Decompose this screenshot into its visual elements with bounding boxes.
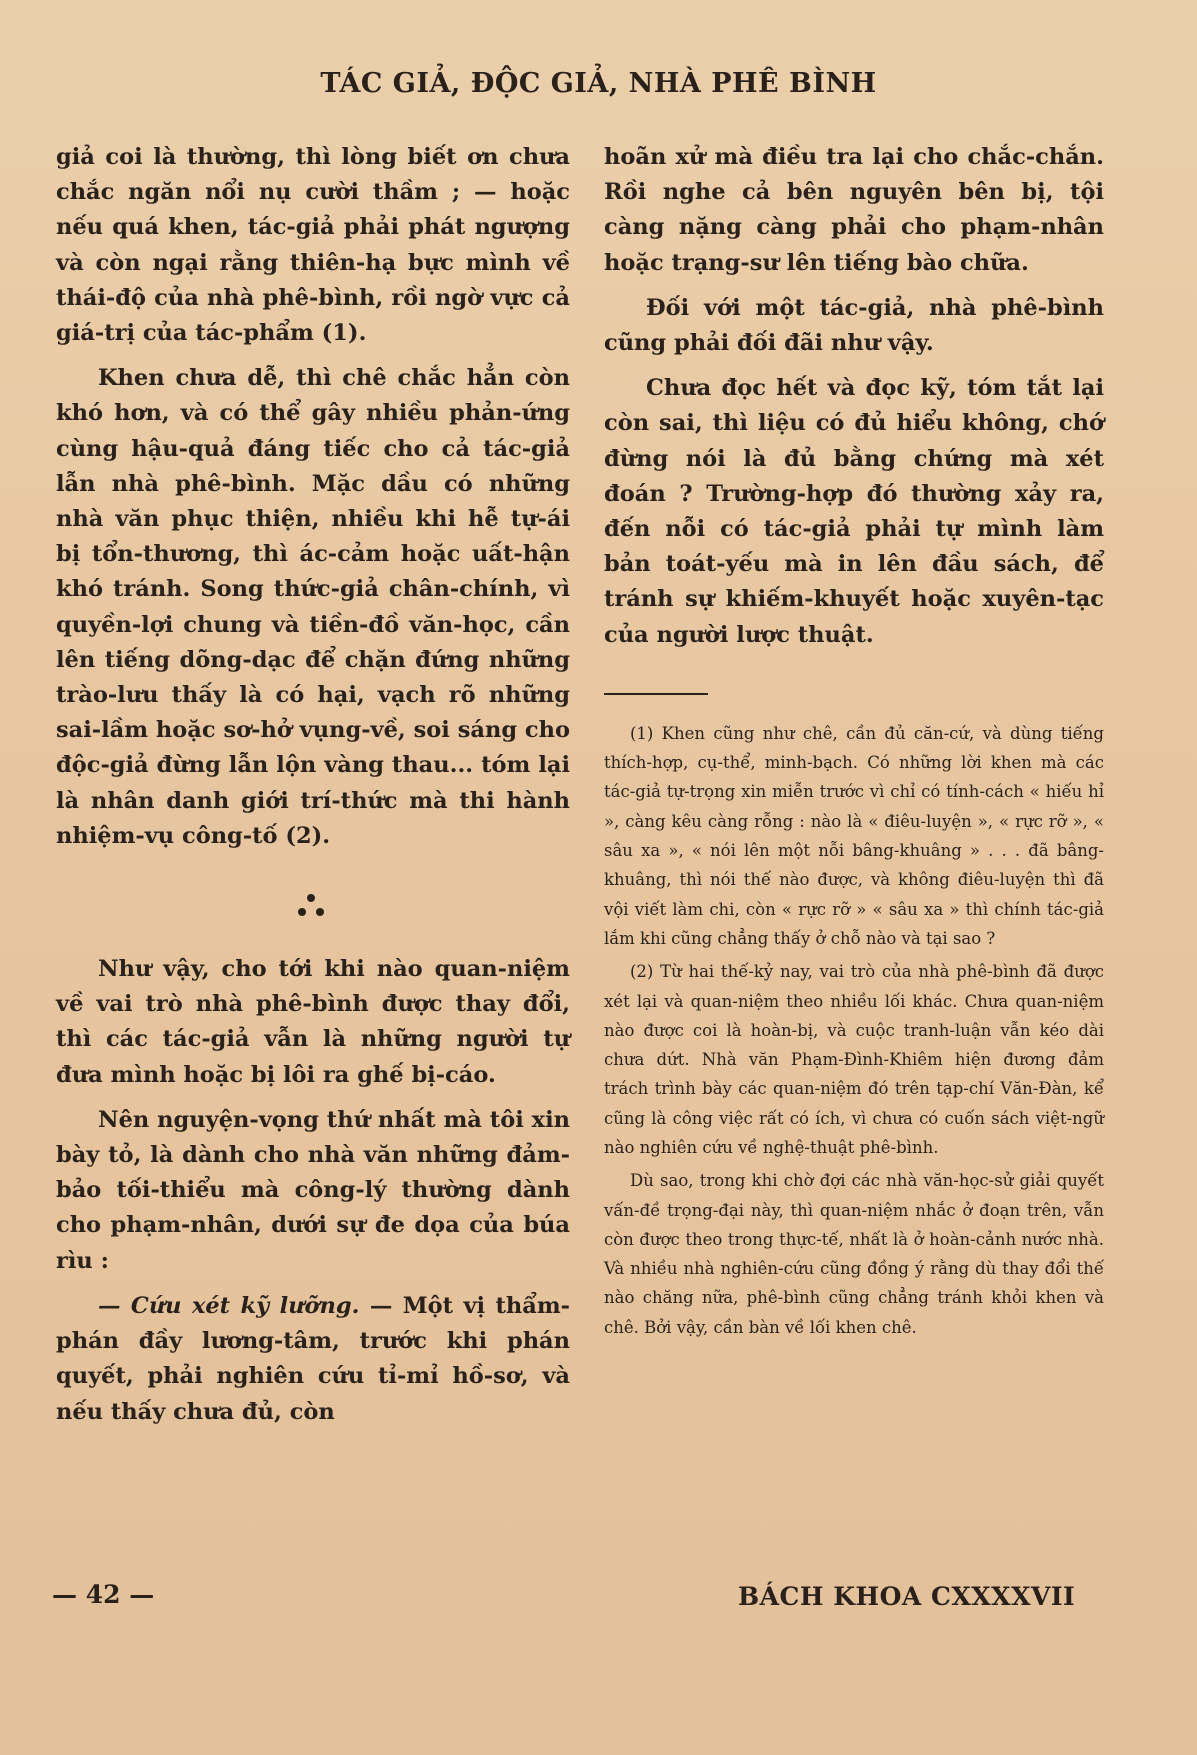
running-head: TÁC GIẢ, ĐỘC GIẢ, NHÀ PHÊ BÌNH xyxy=(320,68,877,99)
paragraph: Đối với một tác-giả, nhà phê-bình cũng phải đối đãi như vậy. xyxy=(604,294,1104,357)
paragraph xyxy=(56,1289,570,1430)
paragraph: Nên nguyện-vọng thứ nhất mà tôi xin bày tỏ, là dành cho nhà văn những đảm-bảo tối-thiểu mà công-lý thường dành cho phạm-nhân, dưới sự đe dọa của búa rìu : xyxy=(56,1106,570,1274)
footnote-2: (2) Từ hai thế-kỷ nay, vai trò của nhà phê-bình đã được xét lại và quan-niệm theo nhiều lối khác. Chưa quan-niệm nào được coi là hoàn-bị, và cuộc tranh-luận vẫn kéo dài chưa dứt. Nhà văn Phạm-Đình-Khiêm hiện đương đảm trách trình bày các quan-niệm đó trên tạp-chí Văn-Đàn, kể cũng là công việc rất có ích, vì chưa có cuốn sách việt-ngữ nào nghiên cứu về nghệ-thuật phê-bình. xyxy=(604,962,1104,1157)
journal-issue: BÁCH KHOA CXXXXVII xyxy=(738,1582,1076,1611)
emphasis: — Cứu xét kỹ lưỡng. xyxy=(98,1292,360,1319)
footnote-2-continued: Dù sao, trong khi chờ đợi các nhà văn-học-sử giải quyết vấn-đề trọng-đại này, thì quan-niệm nhắc ở đoạn trên, vẫn còn được theo trong thực-tế, nhất là ở hoàn-cảnh nước nhà. Và nhiều nhà nghiên-cứu cũng đồng ý rằng dù thay đổi thế nào chăng nữa, phê-bình cũng chẳng tránh khỏi khen và chê. Bởi vậy, cần bàn về lối khen chê. xyxy=(604,1171,1104,1337)
paragraph: giả coi là thường, thì lòng biết ơn chưa chắc ngăn nổi nụ cười thầm ; — hoặc nếu quá khen, tác-giả phải phát ngượng và còn ngại rằng thiên-hạ bực mình về thái-độ của nhà phê-bình, rồi ngờ vực cả giá-trị của tác-phẩm (1). xyxy=(56,144,570,347)
paragraph: Như vậy, cho tới khi nào quan-niệm về vai trò nhà phê-bình được thay đổi, thì các tác-giả vẫn là những người tự đưa mình hoặc bị lôi ra ghế bị-cáo. xyxy=(56,956,570,1088)
footnote-1: (1) Khen cũng như chê, cần đủ căn-cứ, và dùng tiếng thích-hợp, cụ-thể, minh-bạch. Có những lời khen mà các tác-giả tự-trọng xin miễn trước vì chỉ có tính-cách « hiếu hỉ », càng kêu càng rỗng : nào là « điêu-luyện », « rực rỡ », « sâu xa », « nói lên một nỗi bâng-khuâng » . . . đã bâng-khuâng, thì nói thế nào được, và không điêu-luyện thì đã vội viết làm chi, còn « rực rỡ » « sâu xa » thì chính tác-giả lắm khi cũng chẳng thấy ở chỗ nào và tại sao ? xyxy=(604,723,1104,948)
paragraph: Chưa đọc hết và đọc kỹ, tóm tắt lại còn sai, thì liệu có đủ hiểu không, chớ đừng nói là đủ bằng chứng mà xét đoán ? Trường-hợp đó thường xảy ra, đến nỗi có tác-giả phải tự mình làm bản toát-yếu mà in lên đầu sách, để tránh sự khiếm-khuyết hoặc xuyên-tạc của người lược thuật. xyxy=(604,375,1104,648)
paragraph-text: — Một vị thẩm-phán đầy lương-tâm, trước khi phán quyết, phải nghiên cứu tỉ-mỉ hồ-sơ, và nếu thấy chưa đủ, còn xyxy=(56,1292,570,1425)
footnote-rule xyxy=(604,693,708,695)
paragraph: Khen chưa dễ, thì chê chắc hẳn còn khó hơn, và có thể gây nhiều phản-ứng cùng hậu-quả đáng tiếc cho cả tác-giả lẫn nhà phê-bình. Mặc dầu có những nhà văn phục thiện, nhiều khi hễ tự-ái bị tổn-thương, thì ác-cảm hoặc uất-hận khó tránh. Song thức-giả chân-chính, vì quyền-lợi chung và tiền-đồ văn-học, cần lên tiếng dõng-dạc để chặn đứng những trào-lưu thấy là có hại, vạch rõ những sai-lầm hoặc sơ-hở vụng-về, soi sáng cho độc-giả đừng lẫn lộn vàng thau... tóm lại là nhân danh giới trí-thức mà thi hành nhiệm-vụ công-tố (2). xyxy=(56,365,570,849)
left-column xyxy=(56,140,570,1430)
footnotes xyxy=(604,719,1104,1342)
paragraph: hoãn xử mà điều tra lại cho chắc-chắn. Rồi nghe cả bên nguyên bên bị, tội càng nặng càng phải cho phạm-nhân hoặc trạng-sư lên tiếng bào chữa. xyxy=(604,144,1104,276)
section-break-ornament xyxy=(56,872,570,932)
page-number: — 42 — xyxy=(52,1580,155,1609)
right-column xyxy=(604,140,1104,1342)
